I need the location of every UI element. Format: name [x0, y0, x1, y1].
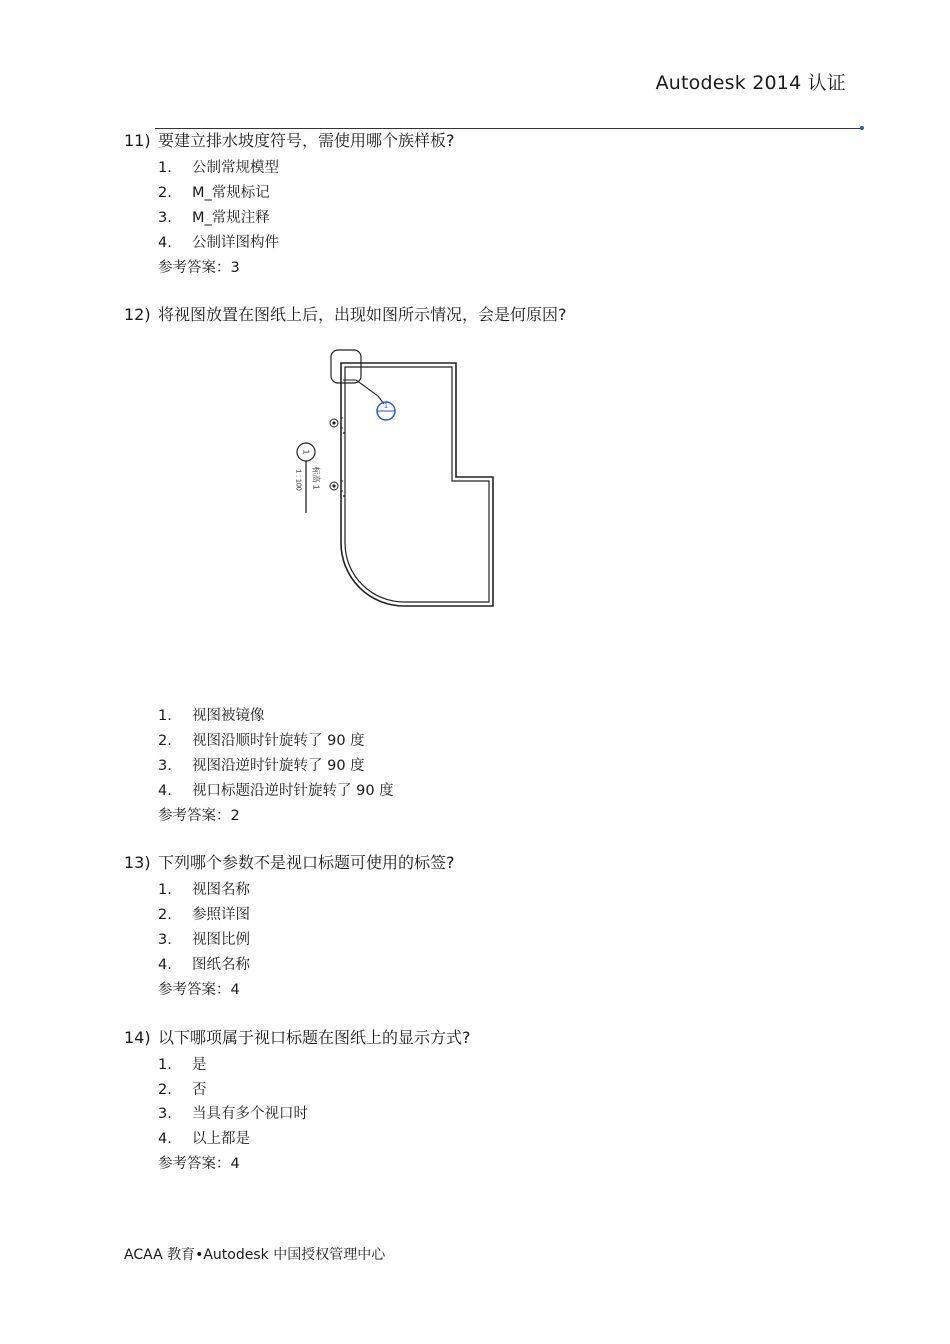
- answer-key: 参考答案：2: [158, 808, 240, 824]
- option-number: 3.: [158, 758, 172, 774]
- answer-key: 参考答案：3: [158, 260, 240, 276]
- option-number: 2.: [158, 733, 172, 749]
- option-number: 4.: [158, 957, 172, 973]
- option-text: 当具有多个视口时: [192, 1106, 308, 1122]
- option-text: M_常规标记: [192, 185, 270, 201]
- wall-inner-line: [345, 367, 489, 602]
- option-number: 2.: [158, 1082, 172, 1098]
- option-item: [158, 878, 250, 899]
- option-number: 4.: [158, 1131, 172, 1147]
- option-number: 1.: [158, 882, 172, 898]
- option-text: 视图沿逆时针旋转了 90 度: [192, 758, 365, 774]
- option-text: 视图被镜像: [192, 708, 265, 724]
- option-number: 2.: [158, 185, 172, 201]
- option-number: 1.: [158, 160, 172, 176]
- option-text: 参照详图: [192, 907, 250, 923]
- question-text: 下列哪个参数不是视口标题可使用的标签?: [158, 853, 455, 872]
- option-item: [158, 1078, 207, 1099]
- option-text: 视口标题沿逆时针旋转了 90 度: [192, 783, 394, 799]
- option-text: M_常规注释: [192, 210, 270, 226]
- option-item: [158, 1102, 308, 1123]
- question-number: 11): [124, 131, 151, 150]
- option-text: 公制详图构件: [192, 235, 279, 251]
- option-text: 视图名称: [192, 882, 250, 898]
- question-number: 14): [124, 1028, 151, 1047]
- option-text: 图纸名称: [192, 957, 250, 973]
- option-number: 4.: [158, 783, 172, 799]
- option-number: 3.: [158, 1106, 172, 1122]
- option-item: [158, 928, 250, 949]
- option-number: 4.: [158, 235, 172, 251]
- question-text: 将视图放置在图纸上后，出现如图所示情况，会是何原因?: [158, 305, 567, 324]
- option-text: 视图比例: [192, 932, 250, 948]
- option-item: [158, 953, 250, 974]
- question-number: 13): [124, 853, 151, 872]
- option-number: 3.: [158, 932, 172, 948]
- option-number: 1.: [158, 1057, 172, 1073]
- option-text: 视图沿顺时针旋转了 90 度: [192, 733, 365, 749]
- header-title: Autodesk 2014 认证: [655, 72, 846, 94]
- option-item: [158, 1127, 250, 1148]
- viewport-title-number: 1: [301, 449, 311, 455]
- option-item: [158, 754, 365, 775]
- option-number: 1.: [158, 708, 172, 724]
- option-item: [158, 729, 365, 750]
- wall-outer-line: [341, 363, 493, 606]
- option-item: [158, 704, 265, 725]
- option-text: 是: [192, 1057, 207, 1073]
- question-number: 12): [124, 305, 151, 324]
- question-text: 要建立排水坡度符号，需使用哪个族样板?: [158, 131, 455, 150]
- answer-key: 参考答案：4: [158, 982, 240, 998]
- answer-key: 参考答案：4: [158, 1156, 240, 1172]
- option-item: [158, 779, 394, 800]
- option-number: 2.: [158, 907, 172, 923]
- question-13-title: [124, 850, 455, 873]
- option-text: 以上都是: [192, 1131, 250, 1147]
- section-tag-number: 1: [384, 403, 388, 410]
- option-text: 公制常规模型: [192, 160, 279, 176]
- viewport-title-name: 标高 1: [311, 466, 321, 490]
- question-14-title: [124, 1025, 471, 1048]
- footer-text: ACAA 教育•Autodesk 中国授权管理中心: [124, 1247, 386, 1263]
- option-number: 3.: [158, 210, 172, 226]
- option-item: [158, 1053, 207, 1074]
- question-text: 以下哪项属于视口标题在图纸上的显示方式?: [158, 1028, 471, 1047]
- viewport-title-scale: 1 : 100: [294, 469, 302, 491]
- option-item: [158, 903, 250, 924]
- option-text: 否: [192, 1082, 207, 1098]
